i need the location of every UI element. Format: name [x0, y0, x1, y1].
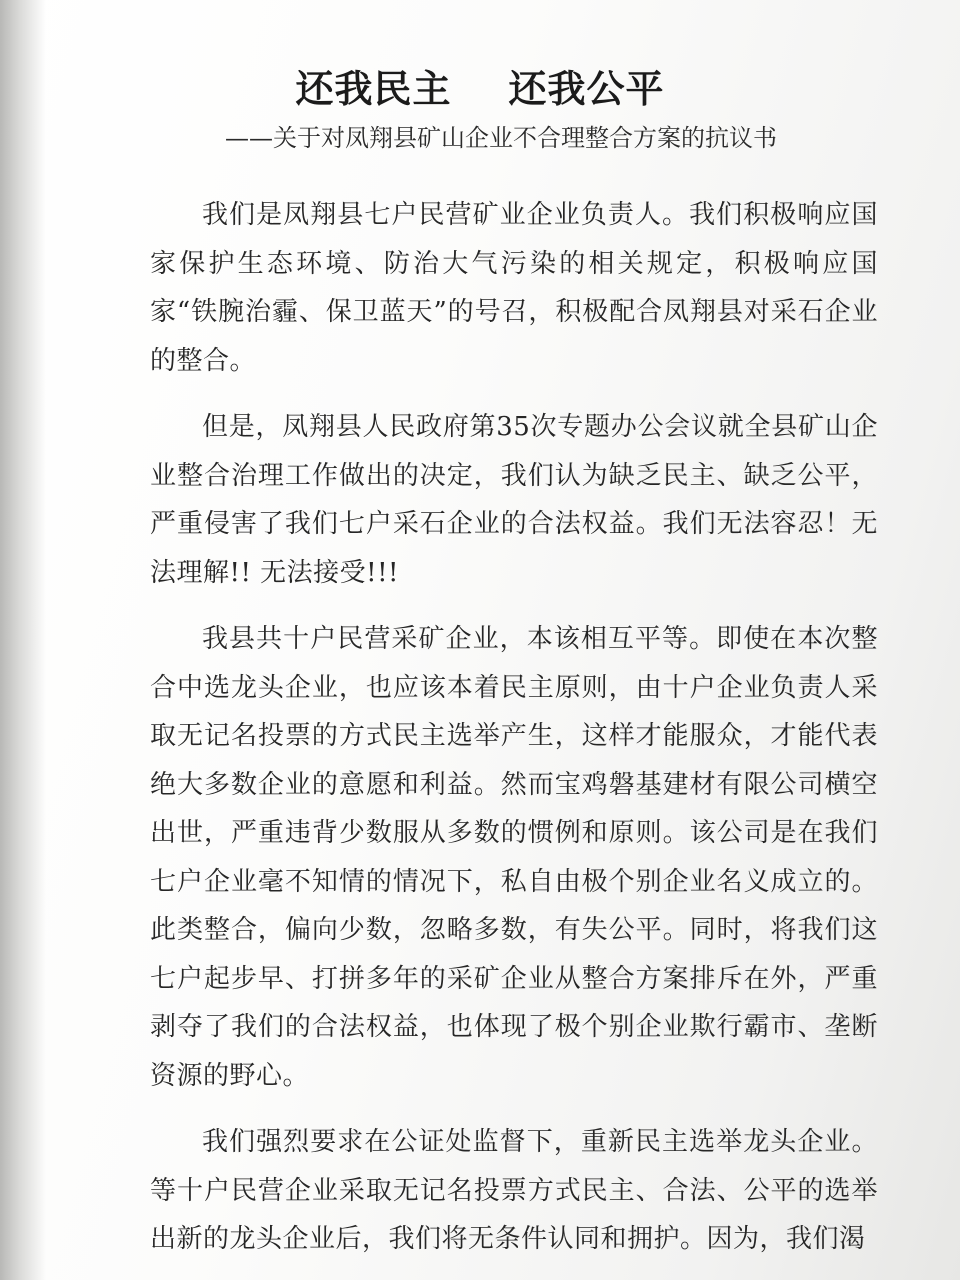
document-subtitle: ——关于对凤翔县矿山企业不合理整合方案的抗议书: [225, 124, 777, 152]
paragraph-1: 我们是凤翔县七户民营矿业企业负责人。我们积极响应国家保护生态环境、防治大气污染的相关规定，积极响应国家“铁腕治霾、保卫蓝天”的号召，积极配合凤翔县对采石企业的整合。: [150, 200, 878, 376]
document-body: [150, 191, 878, 1280]
document-title: 还我民主 还我公平: [295, 67, 665, 111]
paragraph-3: 我县共十户民营采矿企业，本该相互平等。即使在本次整合中选龙头企业，也应该本着民主原则，由十户企业负责人采取无记名投票的方式民主选举产生，这样才能服众，才能代表绝大多数企业的意愿和利益。然而宝鸡磐基建材有限公司横空出世，严重违背少数服从多数的惯例和原则。该公司是在我们七户企业毫不知情的情况下，私自由极个别企业名义成立的。此类整合，偏向少数，忽略多数，有失公平。同时，将我们这七户起步早、打拼多年的采矿企业从整合方案排斥在外，严重剥夺了我们的合法权益，也体现了极个别企业欺行霸市、垄断资源的野心。: [150, 624, 878, 1091]
paragraph-4: 我们强烈要求在公证处监督下，重新民主选举龙头企业。等十户民营企业采取无记名投票方式民主、合法、公平的选举出新的龙头企业后，我们将无条件认同和拥护。因为，我们渴: [150, 1127, 878, 1254]
page-edge-shadow: [0, 0, 46, 1280]
paragraph-2: 但是，凤翔县人民政府第35次专题办公会议就全县矿山企业整合治理工作做出的决定，我们认为缺乏民主、缺乏公平，严重侵害了我们七户采石企业的合法权益。我们无法容忍！无法理解!! 无法接受!!!: [150, 412, 878, 588]
